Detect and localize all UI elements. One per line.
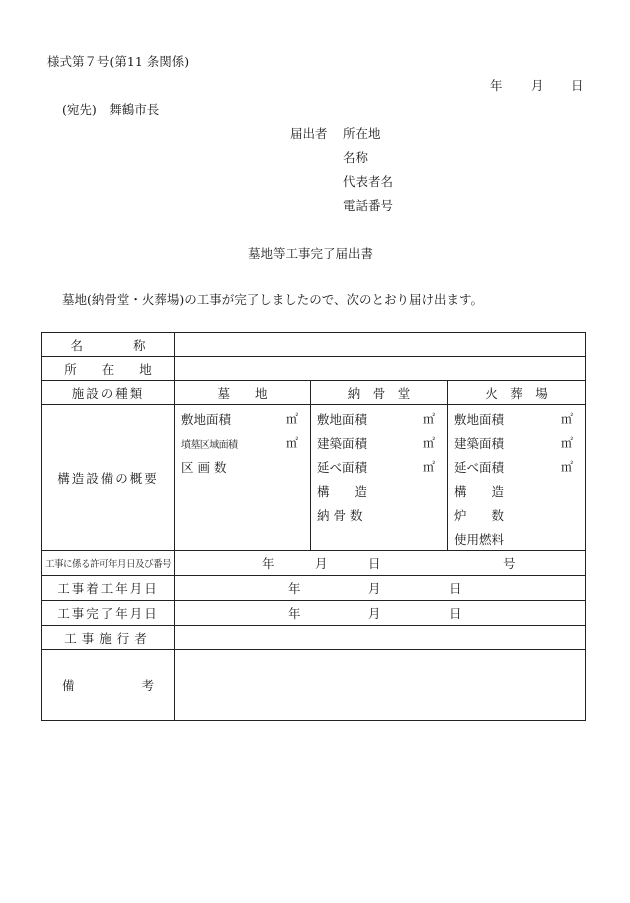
bochi-plot-count-label: 区 画 数 [181, 460, 227, 475]
permit-number-label: 号 [503, 556, 516, 571]
location-label: 所 在 地 [42, 357, 175, 381]
kasoba-floor-area-unit: ㎡ [561, 460, 574, 474]
remarks-label-right: 考 [141, 678, 154, 693]
applicant-representative-label: 代表者名 [343, 174, 394, 189]
nokotsudo-floor-area-unit: ㎡ [422, 460, 435, 474]
row-start-date [42, 576, 586, 601]
name-field[interactable] [175, 333, 586, 357]
facility-type-label: 施設の種類 [42, 381, 175, 405]
bochi-structure-cell[interactable] [175, 405, 311, 551]
nokotsudo-building-area-label: 建築面積 [317, 436, 368, 451]
kasoba-site-area-label: 敷地面積 [454, 412, 505, 427]
remarks-field[interactable] [175, 650, 586, 721]
nokotsudo-site-area-unit: ㎡ [422, 412, 435, 426]
row-facility-type [42, 381, 586, 405]
nokotsudo-urn-count-label: 納 骨 数 [317, 508, 363, 523]
location-field[interactable] [175, 357, 586, 381]
document-title: 墓地等工事完了届出書 [248, 246, 374, 261]
structure-label: 構造設備の概要 [42, 405, 175, 551]
completion-form-table [41, 332, 586, 721]
nokotsudo-site-area-label: 敷地面積 [317, 412, 368, 427]
start-date-label: 工事着工年月日 [42, 576, 175, 601]
nokotsudo-structure-label: 構 造 [317, 484, 368, 499]
applicant-label: 届出者 [290, 126, 328, 141]
kasoba-site-area-unit: ㎡ [561, 412, 574, 426]
bochi-site-area-label: 敷地面積 [181, 412, 232, 427]
applicant-address-label: 所在地 [343, 126, 381, 141]
nokotsudo-structure-cell[interactable] [311, 405, 448, 551]
applicant-name-label: 名称 [343, 150, 369, 165]
kasoba-structure-cell[interactable] [448, 405, 586, 551]
date-day: 日 [571, 78, 584, 93]
facility-type-bochi: 墓 地 [175, 381, 311, 405]
start-year-label: 年 [288, 581, 301, 596]
row-permit [42, 551, 586, 576]
bochi-site-area-unit: ㎡ [285, 412, 298, 426]
bochi-grave-area-unit: ㎡ [285, 436, 298, 450]
permit-label: 工事に係る許可年月日及び番号 [42, 551, 175, 576]
complete-date-label: 工事完了年月日 [42, 601, 175, 626]
remarks-label-left: 備 [62, 678, 75, 693]
row-remarks [42, 650, 586, 721]
nokotsudo-floor-area-label: 延べ面積 [317, 460, 368, 475]
row-name [42, 333, 586, 357]
row-contractor [42, 626, 586, 650]
start-day-label: 日 [449, 581, 462, 596]
intro-text: 墓地(納骨堂・火葬場)の工事が完了しましたので、次のとおり届け出ます。 [62, 292, 484, 307]
kasoba-floor-area-label: 延べ面積 [454, 460, 505, 475]
permit-day-label: 日 [368, 556, 381, 571]
kasoba-fuel-label: 使用燃料 [454, 532, 505, 547]
bochi-grave-area-label: 墳墓区域面積 [181, 440, 238, 451]
date-month: 月 [531, 78, 544, 93]
kasoba-furnace-count-label: 炉 数 [454, 508, 505, 523]
row-structure [42, 405, 586, 551]
remarks-label-cell [42, 650, 175, 721]
nokotsudo-building-area-unit: ㎡ [422, 436, 435, 450]
start-month-label: 月 [368, 581, 381, 596]
contractor-field[interactable] [175, 626, 586, 650]
facility-type-nokotsudo: 納 骨 堂 [311, 381, 448, 405]
permit-field[interactable] [175, 551, 586, 576]
addressee: (宛先) 舞鶴市長 [62, 102, 160, 117]
form-number: 様式第７号(第11 条関係) [47, 54, 190, 69]
row-complete-date [42, 601, 586, 626]
name-label: 名 称 [42, 333, 175, 357]
kasoba-building-area-label: 建築面積 [454, 436, 505, 451]
start-date-field[interactable] [175, 576, 586, 601]
permit-month-label: 月 [315, 556, 328, 571]
kasoba-building-area-unit: ㎡ [561, 436, 574, 450]
kasoba-structure-label: 構 造 [454, 484, 505, 499]
complete-year-label: 年 [288, 606, 301, 621]
complete-day-label: 日 [449, 606, 462, 621]
permit-year-label: 年 [262, 556, 275, 571]
contractor-label: 工事施行者 [42, 626, 175, 650]
row-location [42, 357, 586, 381]
complete-month-label: 月 [368, 606, 381, 621]
complete-date-field[interactable] [175, 601, 586, 626]
applicant-phone-label: 電話番号 [343, 198, 394, 213]
facility-type-kasoba: 火 葬 場 [448, 381, 586, 405]
date-year: 年 [490, 78, 503, 93]
